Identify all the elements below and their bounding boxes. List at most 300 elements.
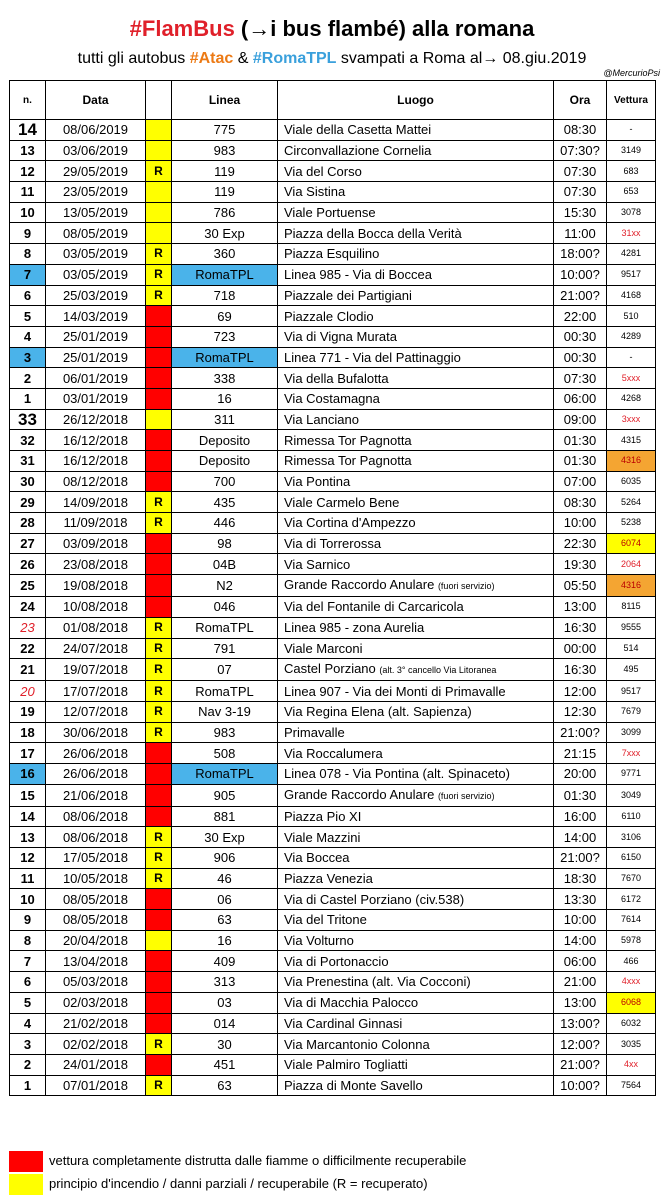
row-linea: RomaTPL (172, 347, 278, 368)
row-luogo (278, 806, 554, 827)
row-vettura: 7564 (607, 1075, 656, 1096)
row-linea: 313 (172, 972, 278, 993)
row-linea: 435 (172, 492, 278, 513)
row-luogo-text: Piazzale Clodio (284, 308, 374, 324)
row-vettura: 7679 (607, 701, 656, 722)
row-vettura: - (607, 120, 656, 141)
table-row (10, 930, 656, 951)
row-number: 23 (10, 617, 46, 638)
table-body (10, 120, 656, 1096)
row-vettura: 9555 (607, 617, 656, 638)
row-number: 14 (10, 806, 46, 827)
row-linea: 06 (172, 889, 278, 910)
row-luogo (278, 264, 554, 285)
row-linea: 69 (172, 306, 278, 327)
row-luogo (278, 681, 554, 702)
row-number: 14 (10, 120, 46, 141)
row-ora: 00:00 (554, 638, 607, 659)
row-luogo-text: Viale Carmelo Bene (284, 494, 400, 510)
table-row (10, 743, 656, 764)
row-number: 8 (10, 930, 46, 951)
row-linea: RomaTPL (172, 681, 278, 702)
bus-fire-table (9, 80, 656, 1096)
row-luogo (278, 951, 554, 972)
row-number: 6 (10, 285, 46, 306)
row-status-flag (146, 451, 172, 472)
row-number: 20 (10, 681, 46, 702)
row-vettura: 3149 (607, 140, 656, 161)
row-ora: 20:00 (554, 763, 607, 784)
row-ora: 21:00? (554, 722, 607, 743)
row-ora: 19:30 (554, 554, 607, 575)
row-linea: Nav 3-19 (172, 701, 278, 722)
row-vettura: 5xxx (607, 368, 656, 389)
row-status-flag (146, 430, 172, 451)
row-vettura: 514 (607, 638, 656, 659)
row-luogo (278, 285, 554, 306)
row-number: 10 (10, 202, 46, 223)
row-status-flag (146, 326, 172, 347)
row-status-flag: R (146, 617, 172, 638)
row-ora: 21:00 (554, 972, 607, 993)
table-row (10, 827, 656, 848)
row-ora: 12:00? (554, 1034, 607, 1055)
row-ora: 10:00? (554, 1075, 607, 1096)
row-luogo-text: Via Prenestina (alt. Via Cocconi) (284, 974, 471, 990)
row-status-flag: R (146, 513, 172, 534)
row-luogo (278, 910, 554, 931)
row-luogo (278, 1034, 554, 1055)
row-luogo-note: (fuori servizio) (437, 790, 495, 801)
row-date: 11/09/2018 (46, 513, 146, 534)
row-number: 4 (10, 326, 46, 347)
row-luogo-text: Piazza Pio XI (284, 808, 362, 824)
row-date: 30/06/2018 (46, 722, 146, 743)
row-luogo-text: Via del Corso (284, 163, 362, 179)
row-number: 26 (10, 554, 46, 575)
row-ora: 08:30 (554, 492, 607, 513)
col-header-flag (146, 81, 172, 120)
row-status-flag: R (146, 1075, 172, 1096)
row-number: 12 (10, 161, 46, 182)
row-linea: 311 (172, 409, 278, 430)
row-luogo-text: Via Pontina (284, 474, 351, 490)
row-linea: 16 (172, 930, 278, 951)
row-linea: RomaTPL (172, 763, 278, 784)
row-linea: 46 (172, 868, 278, 889)
legend-red-swatch (9, 1151, 43, 1172)
row-linea: 046 (172, 597, 278, 618)
row-linea: 718 (172, 285, 278, 306)
row-status-flag (146, 140, 172, 161)
row-linea: 30 Exp (172, 827, 278, 848)
table-row (10, 202, 656, 223)
row-linea: Deposito (172, 430, 278, 451)
row-linea: 16 (172, 388, 278, 409)
row-luogo (278, 617, 554, 638)
row-vettura: 3099 (607, 722, 656, 743)
row-status-flag: R (146, 701, 172, 722)
table-row (10, 784, 656, 806)
row-luogo (278, 244, 554, 265)
row-number: 28 (10, 513, 46, 534)
row-date: 24/07/2018 (46, 638, 146, 659)
row-status-flag (146, 1013, 172, 1034)
table-row (10, 223, 656, 244)
row-number: 10 (10, 889, 46, 910)
row-date: 23/05/2019 (46, 182, 146, 203)
row-luogo-text: Via Sistina (284, 184, 346, 200)
table-row (10, 140, 656, 161)
row-luogo (278, 533, 554, 554)
row-number: 30 (10, 471, 46, 492)
row-linea: 30 Exp (172, 223, 278, 244)
row-status-flag (146, 1054, 172, 1075)
row-vettura: - (607, 347, 656, 368)
row-date: 13/05/2019 (46, 202, 146, 223)
row-vettura: 4316 (607, 575, 656, 597)
row-date: 08/12/2018 (46, 471, 146, 492)
row-ora: 00:30 (554, 347, 607, 368)
row-luogo-text: Viale della Casetta Mattei (284, 122, 432, 138)
table-row (10, 889, 656, 910)
row-status-flag (146, 533, 172, 554)
row-ora: 07:30 (554, 368, 607, 389)
row-luogo (278, 701, 554, 722)
row-date: 21/02/2018 (46, 1013, 146, 1034)
row-ora: 16:30 (554, 659, 607, 681)
row-luogo-text: Piazza Venezia (284, 871, 373, 887)
row-luogo-text: Via Cortina d'Ampezzo (284, 515, 416, 531)
row-number: 21 (10, 659, 46, 681)
row-status-flag (146, 972, 172, 993)
row-date: 03/01/2019 (46, 388, 146, 409)
row-luogo (278, 347, 554, 368)
table-row (10, 681, 656, 702)
table-row (10, 701, 656, 722)
row-status-flag (146, 784, 172, 806)
row-status-flag (146, 388, 172, 409)
row-luogo (278, 972, 554, 993)
row-date: 24/01/2018 (46, 1054, 146, 1075)
row-luogo (278, 763, 554, 784)
table-row (10, 972, 656, 993)
row-luogo (278, 430, 554, 451)
row-luogo-text: Rimessa Tor Pagnotta (284, 432, 412, 448)
row-date: 03/05/2019 (46, 264, 146, 285)
row-number: 5 (10, 992, 46, 1013)
row-linea: 786 (172, 202, 278, 223)
row-luogo-text: Viale Mazzini (284, 829, 361, 845)
legend-red-text: vettura completamente distrutta dalle fiamme o difficilmente recuperabile (49, 1153, 467, 1168)
row-luogo-text: Via di Vigna Murata (284, 329, 397, 345)
row-date: 14/03/2019 (46, 306, 146, 327)
row-ora: 13:30 (554, 889, 607, 910)
row-date: 07/01/2018 (46, 1075, 146, 1096)
table-header (10, 81, 656, 120)
row-luogo (278, 161, 554, 182)
table-row (10, 554, 656, 575)
row-date: 08/06/2018 (46, 806, 146, 827)
row-luogo (278, 306, 554, 327)
row-luogo (278, 930, 554, 951)
row-number: 1 (10, 1075, 46, 1096)
table-row (10, 1034, 656, 1055)
row-date: 13/04/2018 (46, 951, 146, 972)
row-vettura: 31xx (607, 223, 656, 244)
row-linea: 723 (172, 326, 278, 347)
row-luogo (278, 889, 554, 910)
row-vettura: 683 (607, 161, 656, 182)
row-ora: 00:30 (554, 326, 607, 347)
row-linea: 508 (172, 743, 278, 764)
table-row (10, 264, 656, 285)
row-vettura: 5238 (607, 513, 656, 534)
row-vettura: 6035 (607, 471, 656, 492)
col-header-luogo: Luogo (278, 81, 554, 120)
row-linea: 881 (172, 806, 278, 827)
row-linea: 03 (172, 992, 278, 1013)
row-date: 02/02/2018 (46, 1034, 146, 1055)
table-row (10, 430, 656, 451)
row-ora: 22:30 (554, 533, 607, 554)
row-luogo-text: Linea 771 - Via del Pattinaggio (284, 349, 461, 365)
row-linea: 409 (172, 951, 278, 972)
row-number: 5 (10, 306, 46, 327)
row-status-flag (146, 306, 172, 327)
row-number: 8 (10, 244, 46, 265)
row-number: 3 (10, 1034, 46, 1055)
row-luogo (278, 223, 554, 244)
row-number: 22 (10, 638, 46, 659)
row-date: 10/05/2018 (46, 868, 146, 889)
row-vettura: 3049 (607, 784, 656, 806)
table-row (10, 409, 656, 430)
row-luogo (278, 638, 554, 659)
row-luogo (278, 827, 554, 848)
row-luogo (278, 1075, 554, 1096)
row-status-flag (146, 554, 172, 575)
row-linea: 014 (172, 1013, 278, 1034)
row-status-flag (146, 889, 172, 910)
row-luogo (278, 492, 554, 513)
row-ora: 21:00? (554, 1054, 607, 1075)
row-status-flag (146, 910, 172, 931)
row-luogo-note: (alt. 3° cancello Via Litoranea (379, 665, 497, 676)
row-vettura: 7614 (607, 910, 656, 931)
table-row (10, 597, 656, 618)
row-date: 17/05/2018 (46, 848, 146, 869)
row-luogo-text: Via di Torrerossa (284, 536, 382, 552)
table-row (10, 1013, 656, 1034)
row-status-flag (146, 743, 172, 764)
row-date: 03/06/2019 (46, 140, 146, 161)
row-status-flag: R (146, 722, 172, 743)
row-date: 26/06/2018 (46, 743, 146, 764)
table-row (10, 326, 656, 347)
row-luogo-text: Linea 907 - Via dei Monti di Primavalle (284, 683, 506, 699)
table-row (10, 868, 656, 889)
row-status-flag (146, 182, 172, 203)
row-ora: 15:30 (554, 202, 607, 223)
page-subtitle (0, 50, 664, 68)
row-linea: N2 (172, 575, 278, 597)
row-luogo (278, 868, 554, 889)
row-vettura: 4315 (607, 430, 656, 451)
table-row (10, 492, 656, 513)
row-luogo-text: Via Marcantonio Colonna (284, 1036, 430, 1052)
table-row (10, 638, 656, 659)
table-row (10, 451, 656, 472)
row-status-flag (146, 223, 172, 244)
row-luogo-text: Via di Portonaccio (284, 953, 389, 969)
row-ora: 12:30 (554, 701, 607, 722)
row-number: 19 (10, 701, 46, 722)
row-ora: 21:00? (554, 285, 607, 306)
row-number: 9 (10, 223, 46, 244)
table-row (10, 306, 656, 327)
row-vettura: 7xxx (607, 743, 656, 764)
table-row (10, 806, 656, 827)
row-date: 03/05/2019 (46, 244, 146, 265)
row-linea: 906 (172, 848, 278, 869)
row-vettura: 3078 (607, 202, 656, 223)
row-status-flag (146, 368, 172, 389)
subtitle-post: svampati a Roma al→ 08.giu.2019 (336, 50, 587, 67)
row-luogo (278, 1054, 554, 1075)
row-vettura: 3xxx (607, 409, 656, 430)
row-vettura: 4268 (607, 388, 656, 409)
row-luogo-text: Via di Macchia Palocco (284, 995, 419, 1011)
row-vettura: 6068 (607, 992, 656, 1013)
row-status-flag (146, 763, 172, 784)
row-date: 16/12/2018 (46, 451, 146, 472)
row-number: 11 (10, 868, 46, 889)
row-ora: 07:30 (554, 182, 607, 203)
row-luogo-text: Piazza di Monte Savello (284, 1077, 423, 1093)
table-row (10, 1054, 656, 1075)
row-status-flag: R (146, 492, 172, 513)
table-row (10, 848, 656, 869)
row-ora: 13:00? (554, 1013, 607, 1034)
table-row (10, 120, 656, 141)
table-row (10, 161, 656, 182)
row-luogo-text: Via Regina Elena (alt. Sapienza) (284, 704, 472, 720)
row-ora: 13:00 (554, 597, 607, 618)
row-ora: 07:30 (554, 161, 607, 182)
row-status-flag (146, 992, 172, 1013)
row-date: 01/08/2018 (46, 617, 146, 638)
row-number: 13 (10, 140, 46, 161)
row-luogo-text: Linea 985 - Via di Boccea (284, 267, 432, 283)
row-luogo (278, 784, 554, 806)
row-number: 3 (10, 347, 46, 368)
row-linea: 98 (172, 533, 278, 554)
row-luogo (278, 722, 554, 743)
row-luogo (278, 471, 554, 492)
row-luogo (278, 120, 554, 141)
row-linea: 360 (172, 244, 278, 265)
row-luogo-text: Piazza della Bocca della Verità (284, 225, 462, 241)
row-vettura: 3035 (607, 1034, 656, 1055)
row-number: 9 (10, 910, 46, 931)
page-title (0, 16, 664, 42)
row-linea: RomaTPL (172, 617, 278, 638)
row-luogo (278, 992, 554, 1013)
row-luogo-text: Via Costamagna (284, 391, 380, 407)
row-vettura: 9517 (607, 264, 656, 285)
row-luogo-text: Linea 078 - Via Pontina (alt. Spinaceto) (284, 766, 510, 782)
row-date: 08/06/2018 (46, 827, 146, 848)
row-date: 12/07/2018 (46, 701, 146, 722)
row-vettura: 9517 (607, 681, 656, 702)
row-number: 7 (10, 264, 46, 285)
row-luogo-text: Via Cardinal Ginnasi (284, 1015, 403, 1031)
row-ora: 01:30 (554, 784, 607, 806)
subtitle-atac: #Atac (189, 50, 234, 67)
row-number: 25 (10, 575, 46, 597)
row-status-flag: R (146, 285, 172, 306)
table-row (10, 244, 656, 265)
row-linea: 446 (172, 513, 278, 534)
row-luogo-text: Via Lanciano (284, 411, 359, 427)
row-luogo (278, 575, 554, 597)
row-date: 14/09/2018 (46, 492, 146, 513)
row-luogo-text: Viale Portuense (284, 205, 376, 221)
row-number: 24 (10, 597, 46, 618)
row-status-flag (146, 806, 172, 827)
table-row (10, 368, 656, 389)
row-ora: 13:00 (554, 992, 607, 1013)
subtitle-amp: & (233, 50, 253, 67)
row-date: 26/06/2018 (46, 763, 146, 784)
row-status-flag (146, 930, 172, 951)
row-vettura: 4316 (607, 451, 656, 472)
author-credit: @MercurioPsi (603, 68, 660, 78)
row-vettura: 495 (607, 659, 656, 681)
row-vettura: 6172 (607, 889, 656, 910)
row-vettura: 7670 (607, 868, 656, 889)
row-luogo (278, 554, 554, 575)
row-status-flag (146, 575, 172, 597)
row-ora: 06:00 (554, 388, 607, 409)
row-number: 11 (10, 182, 46, 203)
row-vettura: 4xxx (607, 972, 656, 993)
row-status-flag (146, 409, 172, 430)
row-linea: Deposito (172, 451, 278, 472)
row-date: 08/06/2019 (46, 120, 146, 141)
row-date: 06/01/2019 (46, 368, 146, 389)
row-vettura: 2064 (607, 554, 656, 575)
row-status-flag: R (146, 659, 172, 681)
table-row (10, 575, 656, 597)
row-linea: 905 (172, 784, 278, 806)
row-ora: 06:00 (554, 951, 607, 972)
row-date: 08/05/2019 (46, 223, 146, 244)
row-vettura: 510 (607, 306, 656, 327)
row-ora: 16:00 (554, 806, 607, 827)
row-ora: 10:00? (554, 264, 607, 285)
row-linea: RomaTPL (172, 264, 278, 285)
row-number: 2 (10, 1054, 46, 1075)
row-ora: 01:30 (554, 451, 607, 472)
row-status-flag (146, 951, 172, 972)
row-ora: 12:00 (554, 681, 607, 702)
table-row (10, 471, 656, 492)
table-row (10, 763, 656, 784)
row-ora: 07:30? (554, 140, 607, 161)
row-luogo (278, 513, 554, 534)
